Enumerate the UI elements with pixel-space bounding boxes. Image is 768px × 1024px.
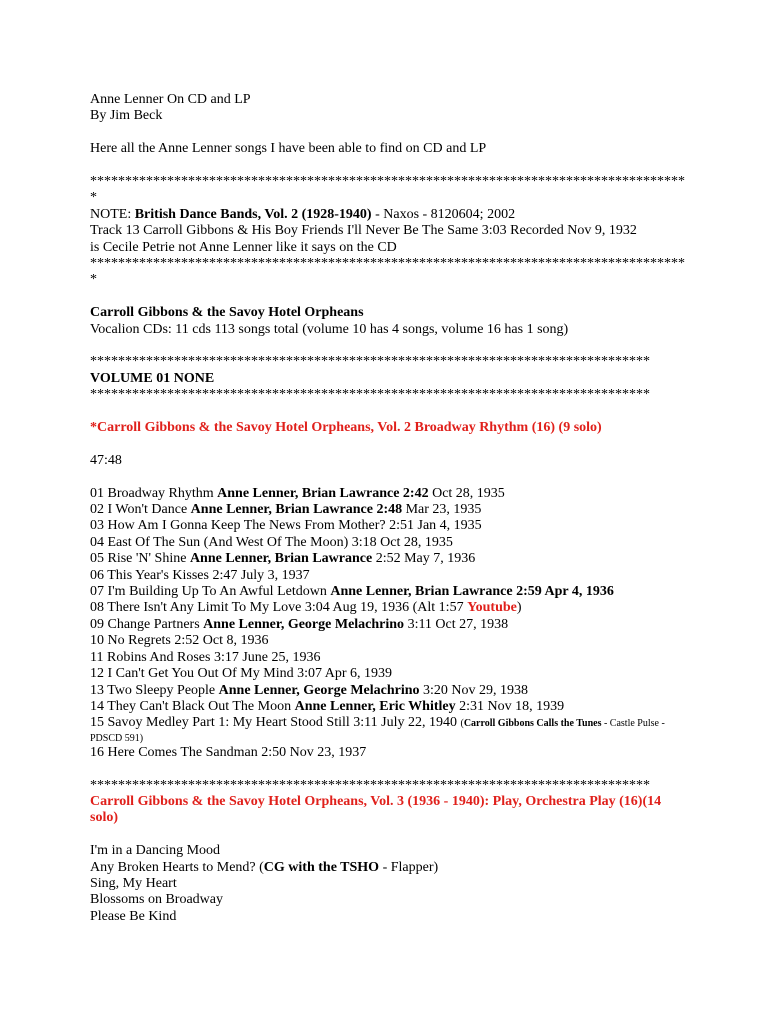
- track-title: 08 There Isn't Any Limit To My Love 3:04 Aug 19, 1936 (Alt 1:57: [90, 600, 468, 616]
- track-row: [90, 551, 690, 567]
- track-row: 03 How Am I Gonna Keep The News From Mother? 2:51 Jan 4, 1935: [90, 518, 482, 534]
- spacer: [90, 125, 690, 141]
- track-date: 2:52 May 7, 1936: [372, 551, 476, 567]
- track-vocalists: Anne Lenner, George Melachrino: [203, 616, 405, 632]
- song-row: Blossoms on Broadway: [90, 892, 223, 908]
- separator-tail: *: [90, 272, 97, 288]
- vol2-title: *Carroll Gibbons & the Savoy Hotel Orpheans, Vol. 2 Broadway Rhythm (16) (9 solo): [90, 420, 602, 436]
- track-vocalists: Anne Lenner, Brian Lawrance 2:48: [190, 502, 403, 518]
- note-line: [90, 207, 690, 223]
- spacer: [90, 289, 690, 305]
- track-title: 13 Two Sleepy People: [90, 682, 219, 698]
- track-row: 16 Here Comes The Sandman 2:50 Nov 23, 1937: [90, 744, 367, 760]
- spacer: [90, 158, 690, 174]
- track-row: [90, 486, 690, 502]
- song-label: - Flapper): [379, 859, 439, 875]
- vocalion-summary: Vocalion CDs: 11 cds 113 songs total (volume 10 has 4 songs, volume 16 has 1 song): [90, 321, 569, 337]
- vol3-title-cont: solo): [90, 810, 118, 826]
- track-row: [90, 683, 690, 699]
- spacer: [90, 469, 690, 485]
- separator: ********************************************************************************: [90, 777, 650, 793]
- track-title: 09 Change Partners: [90, 616, 204, 632]
- track-date: 2:31 Nov 18, 1939: [455, 698, 565, 714]
- track-row: [90, 715, 690, 732]
- track-row: [90, 584, 690, 600]
- track-vocalists: Anne Lenner, Brian Lawrance 2:59 Apr 4, 1936: [330, 584, 614, 600]
- source-catalog: PDSCD 591): [90, 732, 144, 744]
- track-date: 3:11 Oct 27, 1938: [404, 616, 509, 632]
- track-vocalists: Anne Lenner, Eric Whitley: [294, 698, 456, 714]
- track-title: 02 I Won't Dance: [90, 502, 191, 518]
- track-row: 10 No Regrets 2:52 Oct 8, 1936: [90, 633, 269, 649]
- note-line-2: Track 13 Carroll Gibbons & His Boy Friends I'll Never Be The Same 3:03 Recorded Nov 9, 1932: [90, 223, 637, 239]
- song-row: I'm in a Dancing Mood: [90, 843, 221, 859]
- track-date: Mar 23, 1935: [402, 502, 482, 518]
- song-source: CG with the TSHO: [263, 859, 380, 875]
- track-row: 12 I Can't Get You Out Of My Mind 3:07 Apr 6, 1939: [90, 666, 392, 682]
- spacer: [90, 436, 690, 452]
- track-row: [90, 600, 690, 616]
- track-title: 15 Savoy Medley Part 1: My Heart Stood Still 3:11 July 22, 1940: [90, 715, 461, 731]
- track-vocalists: Anne Lenner, Brian Lawrance 2:42: [217, 485, 429, 501]
- source-album: Carroll Gibbons Calls the Tunes: [463, 718, 602, 730]
- note-album: British Dance Bands, Vol. 2 (1928-1940): [134, 206, 372, 222]
- song-title: Any Broken Hearts to Mend? (: [90, 859, 264, 875]
- separator: ********************************************************************************: [90, 354, 650, 370]
- track-close-paren: ): [516, 600, 522, 616]
- spacer: [90, 827, 690, 843]
- source-open-paren: (: [460, 718, 464, 730]
- separator: *************************************************************************************: [90, 256, 685, 272]
- track-vocalists: Anne Lenner, Brian Lawrance: [189, 551, 373, 567]
- spacer: [90, 338, 690, 354]
- youtube-link[interactable]: Youtube: [467, 600, 517, 616]
- track-date: 3:20 Nov 29, 1938: [419, 682, 529, 698]
- track-title: 01 Broadway Rhythm: [90, 485, 218, 501]
- separator-tail: *: [90, 190, 97, 206]
- track-row: 06 This Year's Kisses 2:47 July 3, 1937: [90, 567, 310, 583]
- doc-title: Anne Lenner On CD and LP: [90, 92, 251, 107]
- track-row: [90, 617, 690, 633]
- song-row: [90, 860, 690, 876]
- note-prefix: NOTE:: [90, 206, 135, 222]
- vol2-runtime: 47:48: [90, 452, 122, 468]
- track-row: [90, 699, 690, 715]
- track-title: 05 Rise 'N' Shine: [90, 551, 190, 567]
- song-row: Please Be Kind: [90, 908, 177, 924]
- spacer: [90, 404, 690, 420]
- note-line-3: is Cecile Petrie not Anne Lenner like it says on the CD: [90, 239, 397, 255]
- track-vocalists: Anne Lenner, George Melachrino: [218, 682, 420, 698]
- vol3-title: Carroll Gibbons & the Savoy Hotel Orpheans, Vol. 3 (1936 - 1940): Play, Orchestra Play (16)(14: [90, 793, 662, 809]
- spacer: [90, 761, 690, 777]
- note-label: - Naxos - 8120604; 2002: [371, 206, 516, 222]
- volume-01-heading: VOLUME 01 NONE: [90, 370, 215, 386]
- song-row: Sing, My Heart: [90, 875, 177, 891]
- track-row: [90, 502, 690, 518]
- track-title: 07 I'm Building Up To An Awful Letdown: [90, 584, 331, 600]
- doc-byline: By Jim Beck: [90, 108, 163, 124]
- separator: ********************************************************************************: [90, 387, 650, 403]
- track-date: Oct 28, 1935: [428, 485, 505, 501]
- separator: *************************************************************************************: [90, 174, 685, 189]
- document: [90, 92, 690, 925]
- section-heading: Carroll Gibbons & the Savoy Hotel Orpheans: [90, 305, 364, 321]
- track-row: 11 Robins And Roses 3:17 June 25, 1936: [90, 649, 321, 665]
- track-title: 14 They Can't Black Out The Moon: [90, 698, 295, 714]
- source-label: - Castle Pulse -: [601, 718, 665, 730]
- intro-text: Here all the Anne Lenner songs I have been able to find on CD and LP: [90, 141, 487, 157]
- track-row: 04 East Of The Sun (And West Of The Moon) 3:18 Oct 28, 1935: [90, 534, 453, 550]
